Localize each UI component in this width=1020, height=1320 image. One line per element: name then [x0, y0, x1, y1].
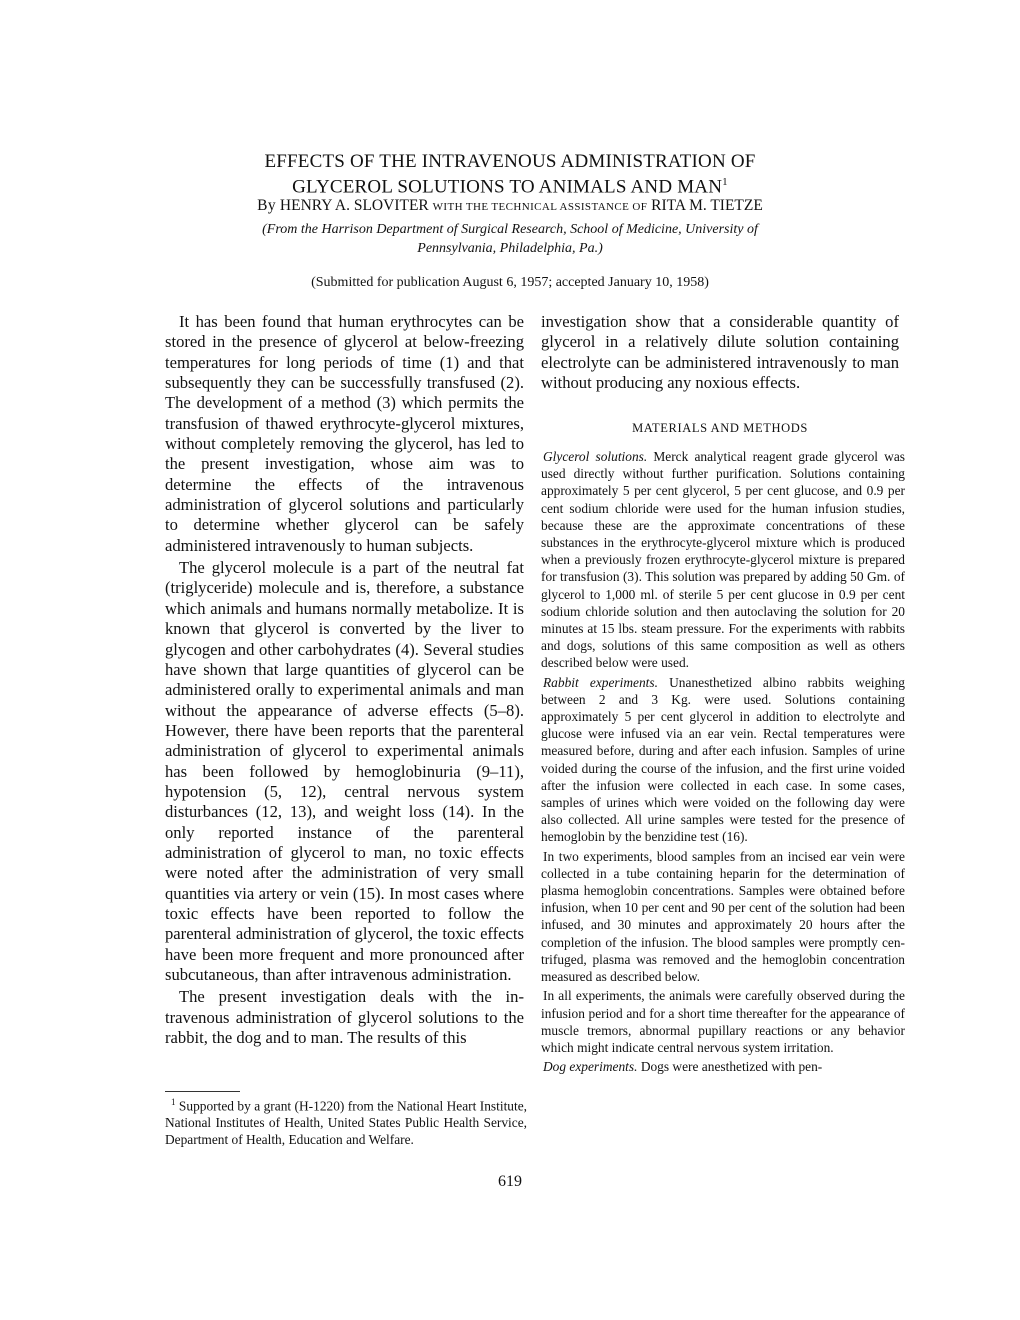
observe-paragraph: In all experiments, the animals were carefully observed during the infusion period and for a short time thereafter for the appearance of muscle tremors, abnormal pupillary reactions or any behavior which might indicate central nervous system irritation.: [541, 988, 905, 1055]
dog-heading: Dog experiments.: [543, 1059, 638, 1075]
left-paragraph-2: The glycerol molecule is a part of the neutral fat (triglyceride) molecule and is, therefore, a substance which animals and humans normally metabolize. It is known that glycerol is converted by the liver to glycogen and other carbohydrates (4). Several studies have shown that large quantities of glycerol can be administered orally to experimental animals and man without the appearance of adverse effects (5–8). However, there have been reports that the parenteral administration of glycerol to experimental animals has been followed by hemoglobinuria (9–11), hypotension (5, 12), central nervous system disturbances (12, 13), and weight loss (14). In the only reported instance of the parenteral administration of glycerol to man, no toxic effects were noted after the administration of very small quantities via artery or vein (15). In most cases where toxic effects have been reported to follow the parenteral administration of glycerol, the toxic effects have been more frequent and more pronounced after subcutaneous, than after intravenous administration.: [165, 558, 524, 984]
title-line-1: EFFECTS OF THE INTRAVENOUS ADMINISTRATION OF: [264, 151, 756, 172]
right-intro-paragraph: investigation show that a considerable quantity of glycerol in a relatively dilute solution containing electrolyte can be administered intravenously to man without producing any noxious effects.: [541, 312, 899, 393]
article-title: [160, 152, 860, 197]
methods-column: [541, 448, 905, 1077]
page-number: 619: [498, 1173, 522, 1190]
footnote-divider: [165, 1091, 240, 1092]
left-paragraph-1: It has been found that human erythrocytes can be stored in the presence of glycerol at below-freezing temperatures for long periods of time (1) and that subsequently they can be successfully transfused (2). The development of a method (3) which permits the transfusion of thawed erythrocyte-glycerol mixtures, without completely removing the glycerol, has led to the present investigation, whose aim was to determine the effects of the intravenous administration of glycerol solutions and particularly to determine whether glycerol can be safely administered intravenously to human subjects.: [165, 312, 524, 555]
glycerol-heading: Glycerol solutions.: [543, 449, 648, 464]
glycerol-paragraph: [541, 448, 905, 672]
affiliation-line-1: (From the Harrison Department of Surgical Research, School of Medicine, University of: [262, 222, 758, 237]
blood-paragraph: In two experiments, blood samples from an incised ear vein were collected in a tube containing heparin for the determination of plasma hemoglobin concentrations. Samples were obtained before infusion, when 10 per cent and 90 per cent of the solution had been infused, and 30 minutes and approximately 20 hours after the completion of the infusion. The blood samples were promptly centrifuged, plasma was removed and the hemoglobin concentration measured as described below.: [541, 848, 905, 985]
assistance-label: WITH THE TECHNICAL ASSISTANCE OF: [432, 201, 648, 213]
byline: [160, 196, 860, 217]
dog-paragraph: [541, 1058, 905, 1075]
rabbit-paragraph: [541, 674, 905, 846]
rabbit-heading: Rabbit experiments.: [543, 674, 658, 690]
author-name: HENRY A. SLOVITER: [279, 197, 429, 214]
footnote-mark: 1: [171, 1097, 176, 1107]
footnote-paragraph: [165, 1094, 527, 1149]
by-label: By: [257, 197, 277, 214]
rabbit-text: Unanesthetized albino rabbits weighing between 2 and 3 Kg. were used. Solutions containing approximately 5 per cent glycerol in addition to electrolyte and glucose were infused via an ear vein. Rectal temperatures were measured before, during and after each infusion. Samples of urine voided during the course of the infusion, and the first urine voided after the infusion were collected in each case. In some cases, samples of urines which were voided on the following day were also collected. All urine samples were tested for the presence of hemoglobin by the benzidine test (16).: [541, 674, 905, 845]
right-column-intro: [541, 312, 899, 393]
section-heading: MATERIALS AND METHODS: [632, 421, 808, 435]
left-column: [165, 312, 524, 1050]
footnote: [165, 1094, 527, 1149]
left-paragraph-3: The present investigation deals with the intravenous administration of glycerol solutions to the rabbit, the dog and to man. The results of this: [165, 987, 524, 1048]
glycerol-text: Merck analytical reagent grade glycerol was used directly without further purification. Solutions containing approximately 5 per cent glycerol, 5 per cent glucose, and 0.9 per cent sodium chloride were used for the human infusion studies, because these are the approximate concentrations of these substances in the erythrocyte-glycerol mixture which is produced when a previously frozen erythrocyte-glycerol mixture is prepared for transfusion (3). This solution was prepared by adding 50 Gm. of glycerol to 1,000 ml. of sterile 5 per cent glucose in 0.9 per cent sodium chloride solution and then autoclaving the solution for 20 minutes at 15 lbs. steam pressure. For the experiments with rabbits and dogs, solutions of this same composition as well as others described below were used.: [541, 449, 905, 671]
title-footnote-mark: 1: [722, 176, 728, 188]
dog-text: Dogs were anesthetized with pen-: [637, 1059, 823, 1075]
affiliation-line-2: Pennsylvania, Philadelphia, Pa.): [417, 241, 603, 256]
affiliation: [220, 220, 800, 258]
footnote-text: Supported by a grant (H-1220) from the National Heart Institute, National Institutes of Health, United States Public Health Service, Department of Health, Education and Welfare.: [165, 1098, 527, 1148]
title-line-2-text: GLYCEROL SOLUTIONS TO ANIMALS AND MAN: [292, 176, 723, 198]
submission-dates: (Submitted for publication August 6, 1957; accepted January 10, 1958): [311, 275, 709, 290]
title-line-2: [160, 172, 860, 197]
coauthor-name: RITA M. TIETZE: [651, 197, 763, 214]
